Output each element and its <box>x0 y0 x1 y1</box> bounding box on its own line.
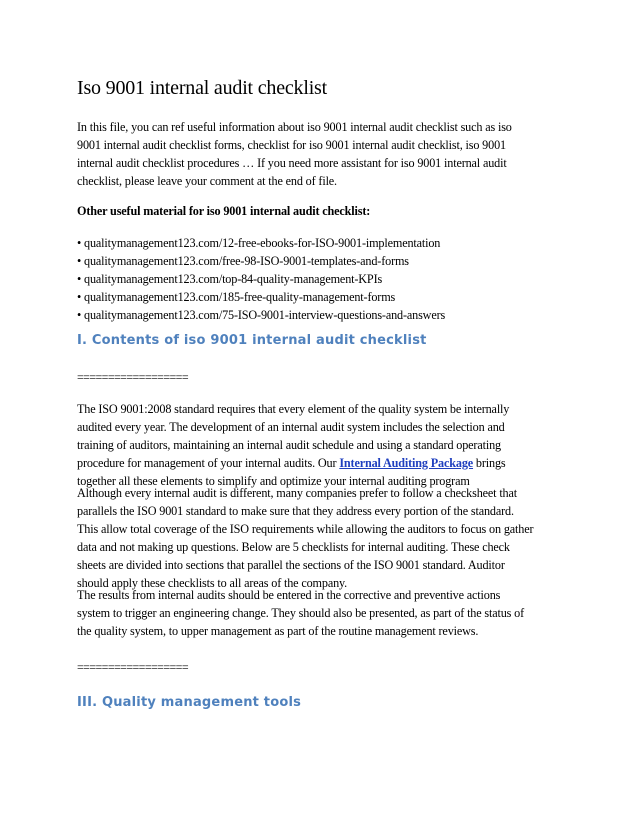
separator-line: ================== <box>77 660 189 674</box>
text-segment: procedure for management of your internal audits. Our <box>77 456 340 470</box>
list-item: • qualitymanagement123.com/185-free-quality-management-forms <box>77 290 396 304</box>
list-item: • qualitymanagement123.com/12-free-ebooks-for-ISO-9001-implementation <box>77 236 441 250</box>
text-line: The results from internal audits should be entered in the corrective and preventive actions <box>77 588 501 602</box>
useful-material-heading: Other useful material for iso 9001 internal audit checklist: <box>77 204 371 218</box>
text-line: should apply these checklists to all areas of the company. <box>77 576 348 590</box>
intro-paragraph <box>77 118 557 190</box>
text-line: internal audit checklist procedures … If you need more assistant for iso 9001 internal audit <box>77 156 507 170</box>
list-item: • qualitymanagement123.com/free-98-ISO-9001-templates-and-forms <box>77 254 409 268</box>
text-line: In this file, you can ref useful information about iso 9001 internal audit checklist such as iso <box>77 120 512 134</box>
text-line: system to trigger an engineering change. They should also be presented, as part of the status of <box>77 606 525 620</box>
text-line: checklist, please leave your comment at the end of file. <box>77 174 337 188</box>
document-title: Iso 9001 internal audit checklist <box>77 77 328 99</box>
text-line: sheets are divided into sections that parallel the sections of the ISO 9001 standard. Auditor <box>77 558 505 572</box>
text-line <box>77 454 557 472</box>
text-line: parallels the ISO 9001 standard to make sure that they address every portion of the standard. <box>77 504 514 518</box>
paragraph-standard <box>77 400 557 490</box>
text-line: Although every internal audit is different, many companies prefer to follow a checksheet that <box>77 486 517 500</box>
paragraph-results <box>77 586 557 640</box>
list-item: • qualitymanagement123.com/75-ISO-9001-interview-questions-and-answers <box>77 308 446 322</box>
useful-links-list <box>77 234 445 324</box>
text-line: training of auditors, maintaining an internal audit schedule and using a standard operating <box>77 438 501 452</box>
text-line: This allow total coverage of the ISO requirements while allowing the auditors to focus on gather <box>77 522 534 536</box>
section-heading-quality-tools: III. Quality management tools <box>77 695 302 710</box>
text-segment: brings <box>473 456 506 470</box>
text-line: the quality system, to upper management as part of the routine management reviews. <box>77 624 479 638</box>
text-line: together all these elements to simplify and optimize your internal auditing program <box>77 474 470 488</box>
section-heading-contents: I. Contents of iso 9001 internal audit checklist <box>77 333 427 348</box>
separator-line: ================== <box>77 370 189 384</box>
text-line: audited every year. The development of an internal audit system includes the selection and <box>77 420 505 434</box>
internal-auditing-package-link[interactable]: Internal Auditing Package <box>339 456 474 470</box>
text-line: data and not making up questions. Below are 5 checklists for internal auditing. These check <box>77 540 510 554</box>
text-line: 9001 internal audit checklist forms, checklist for iso 9001 internal audit checklist, iso 9001 <box>77 138 506 152</box>
text-line: The ISO 9001:2008 standard requires that every element of the quality system be internally <box>77 402 510 416</box>
paragraph-checksheet <box>77 484 557 592</box>
list-item: • qualitymanagement123.com/top-84-quality-management-KPIs <box>77 272 383 286</box>
